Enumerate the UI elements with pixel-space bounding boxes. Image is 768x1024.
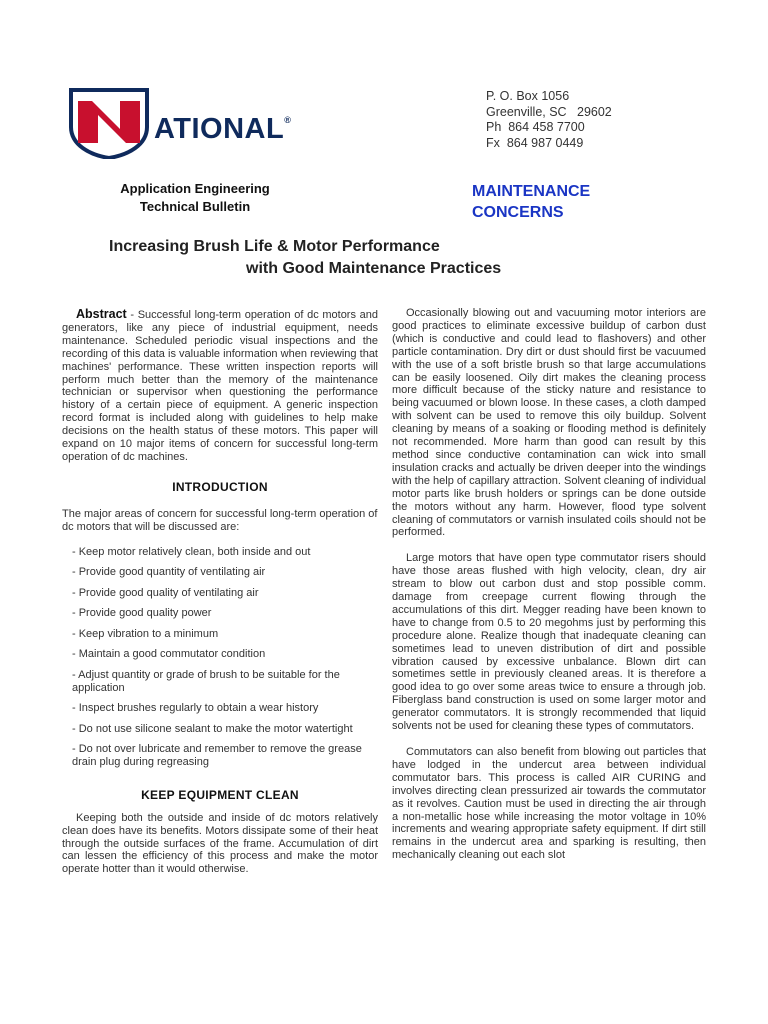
contact-address <box>486 89 612 151</box>
list-item: - Maintain a good commutator condition <box>72 648 266 661</box>
city-state-zip: Greenville, SC 29602 <box>486 104 612 119</box>
list-item: - Do not use silicone sealant to make the motor watertight <box>72 722 353 735</box>
logo-wordmark: ATIONAL® <box>154 113 292 145</box>
list-item: - Provide good quality power <box>72 607 212 620</box>
list-item: - Adjust quantity or grade of brush to be suitable for the application <box>72 668 340 694</box>
dept-line-2: Technical Bulletin <box>139 199 251 214</box>
po-box: P. O. Box 1056 <box>486 89 570 103</box>
national-shield-icon <box>68 87 150 159</box>
list-item: - Do not over lubricate and remember to remove the grease drain plug during regreasing <box>72 743 362 768</box>
abstract-label: Abstract <box>76 307 127 321</box>
category-line-1: MAINTENANCE <box>472 183 591 200</box>
list-item: - Keep vibration to a minimum <box>72 627 219 640</box>
concerns-list <box>62 546 378 769</box>
introduction-text: The major areas of concern for successful long-term operation of dc motors that will be discussed are: <box>62 507 378 533</box>
paragraph-cleaning: Occasionally blowing out and vacuuming motor interiors are good practices to eliminate excessive buildup of carbon dust (which is conductive and could lead to flashovers) and other particle contamination. Dry dirt or dust should first be vacuumed with the use of a soft bristle brush so that large accumulations can be easily loosened. Oily dirt makes the cleaning process more difficult because of the sticky nature and resistance to being vacuumed or blown loose. In these cases, a cloth damped with solvent can be used to remove this oily buildup. Solvent cleaning by means of a soaking or flooding method is definitely not recommended. More harm than good can result by this method since conductive contamination can wick into small insulation cracks and actually be driven deeper into the windings with the help of capillary attraction. Solvent cleaning of individual motor parts like brush holders or springs can be done outside the motors without any harm. However, flood type solvent cleaning of commutators or varnish insulated coils should not be performed. <box>392 307 706 539</box>
list-item: - Provide good quality of ventilating air <box>72 586 259 599</box>
abstract-text: - Successful long-term operation of dc motors and generators, like any piece of industrial equipment, needs maintenance. Scheduled periodic visual inspections and the recording of this data is valuable information when reviewing that machines' performance. These written inspection reports will perform much better than the memory of the maintenance technician or supervisor when questioning the performance history of a certain piece of equipment. A generic inspection record format is included along with guidelines to help make decisions on the health status of these motors. This paper will expand on 10 major items of concern for successful long-term operation of dc machines. <box>62 309 378 463</box>
right-column <box>392 307 706 862</box>
phone: Ph 864 458 7700 <box>486 120 585 134</box>
left-column <box>62 308 378 876</box>
category-line-2: CONCERNS <box>472 204 564 221</box>
dept-line-1: Application Engineering <box>120 181 270 196</box>
paragraph-commutators: Commutators can also benefit from blowing out particles that have lodged in the undercut area between individual commutator bars. This process is called AIR CURING and involves directing clean pressurized air towards the commutator as it revolves. Caution must be used in directing the air through a non-metallic hose while increasing the motor voltage in 10% increments and wearing appropriate safety equipment. If dirt still remains in the undercut area and sparking is resulting, then mechanically cleaning out each slot <box>392 746 706 862</box>
document-title-line-1: Increasing Brush Life & Motor Performance <box>109 238 440 255</box>
document-title-line-2: with Good Maintenance Practices <box>246 260 502 277</box>
list-item: - Keep motor relatively clean, both inside and out <box>72 545 311 558</box>
paragraph-large-motors: Large motors that have open type commutator risers should have those areas flushed with high velocity, clean, dry air stream to blow out carbon dust and stop possible comm. damage from creepage current flowing through the accumulations of this dirt. Megger reading have been known to have to change from 0.5 to 20 megohms just by performing this procedure alone. Realize though that inadequate cleaning can sometimes lead to uneven distribution of dirt and possible vibration caused by excessive unbalance. Blown dirt can sometimes settle in previously cleaned areas. It is therefore a good idea to go over some areas twice to ensure a through job. Fiberglass band construction is used on some larger motor and generator commutators. It is strongly recommended that liquid solvents not be used for cleaning these types of commutators. <box>392 552 706 733</box>
keep-clean-text: Keeping both the outside and inside of dc motors relatively clean does have its benefits. Motors dissipate some of their heat through the outside surfaces of the frame. Accumulation of dirt can lessen the efficiency of this process and make the motor operate hotter than it would otherwise. <box>62 811 378 876</box>
introduction-heading: INTRODUCTION <box>172 479 268 494</box>
list-item: - Inspect brushes regularly to obtain a wear history <box>72 702 319 714</box>
list-item: - Provide good quantity of ventilating air <box>72 566 266 579</box>
fax: Fx 864 987 0449 <box>486 135 584 150</box>
national-logo <box>68 87 338 159</box>
registered-mark: ® <box>284 115 292 125</box>
department-heading <box>90 180 300 216</box>
category-heading <box>472 181 590 223</box>
abstract-paragraph <box>62 308 378 464</box>
keep-clean-heading: KEEP EQUIPMENT CLEAN <box>141 787 299 802</box>
